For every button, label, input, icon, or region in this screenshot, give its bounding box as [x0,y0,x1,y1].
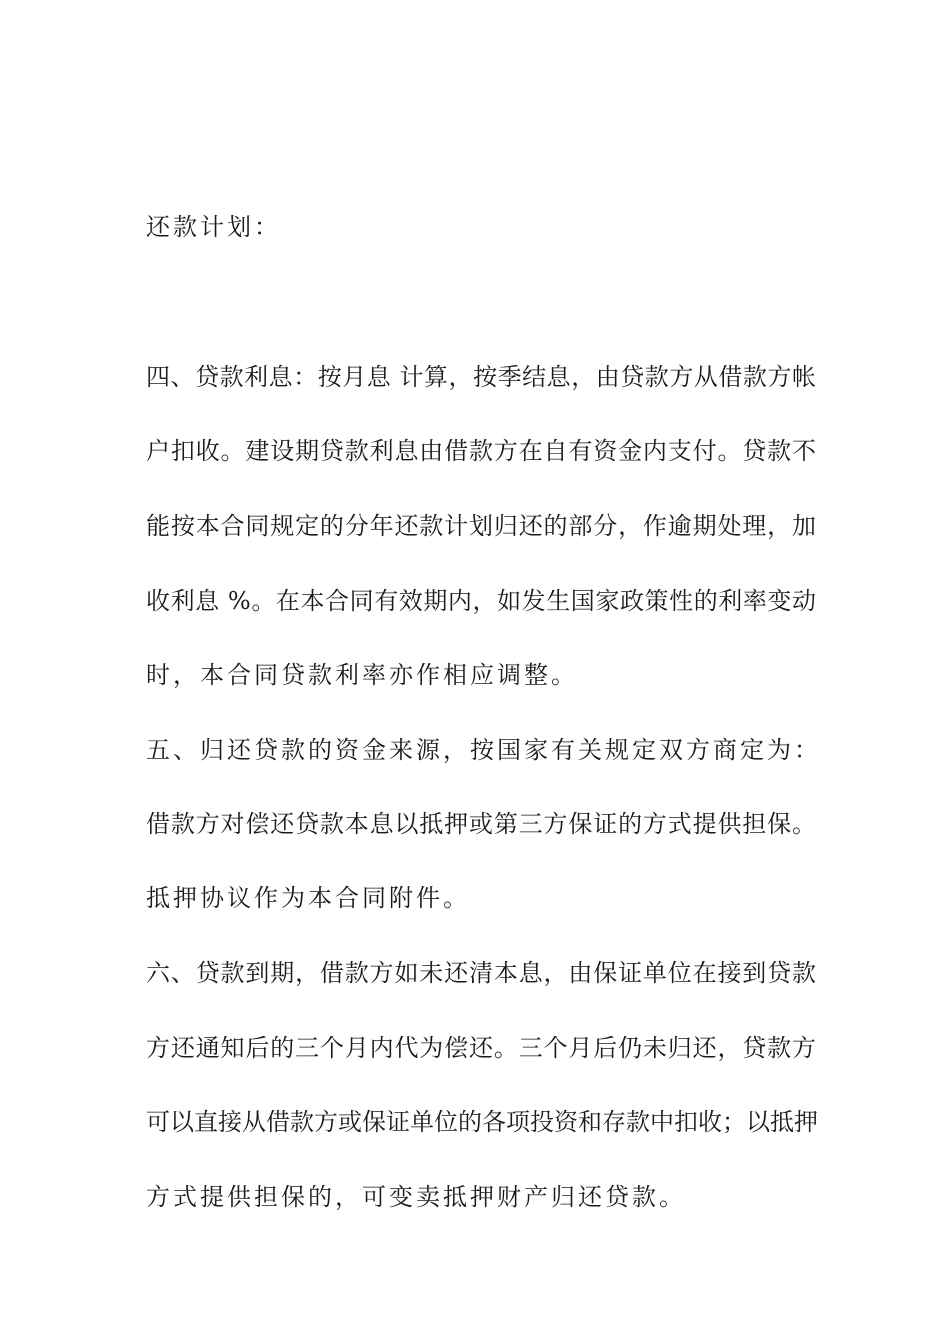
clause-6-line-3: 可以直接从借款方或保证单位的各项投资和存款中扣收；以抵押 [146,1108,818,1136]
clause-6-line-2: 方还通知后的三个月内代为偿还。三个月后仍未归还，贷款方 [146,1034,816,1062]
clause-4-line-1: 四、贷款利息：按月息 计算，按季结息，由贷款方从借款方帐 [146,363,816,391]
clause-4-line-2: 户扣收。建设期贷款利息由借款方在自有资金内支付。贷款不 [146,437,816,465]
clause-6-line-1: 六、贷款到期，借款方如未还清本息，由保证单位在接到贷款 [146,959,816,987]
clause-5-line-3: 抵押协议作为本合同附件。 [146,884,470,912]
repayment-plan-heading: 还款计划： [146,213,281,241]
clause-5-line-2: 借款方对偿还贷款本息以抵押或第三方保证的方式提供担保。 [146,810,816,838]
clause-4-line-4: 收利息 %。在本合同有效期内，如发生国家政策性的利率变动 [146,587,816,615]
clause-5-line-1: 五、归还贷款的资金来源，按国家有关规定双方商定为： [146,736,821,764]
clause-6-line-4: 方式提供担保的，可变卖抵押财产归还贷款。 [146,1183,686,1211]
clause-4-line-3: 能按本合同规定的分年还款计划归还的部分，作逾期处理，加 [146,512,816,540]
clause-4-line-5: 时，本合同贷款利率亦作相应调整。 [146,661,578,689]
